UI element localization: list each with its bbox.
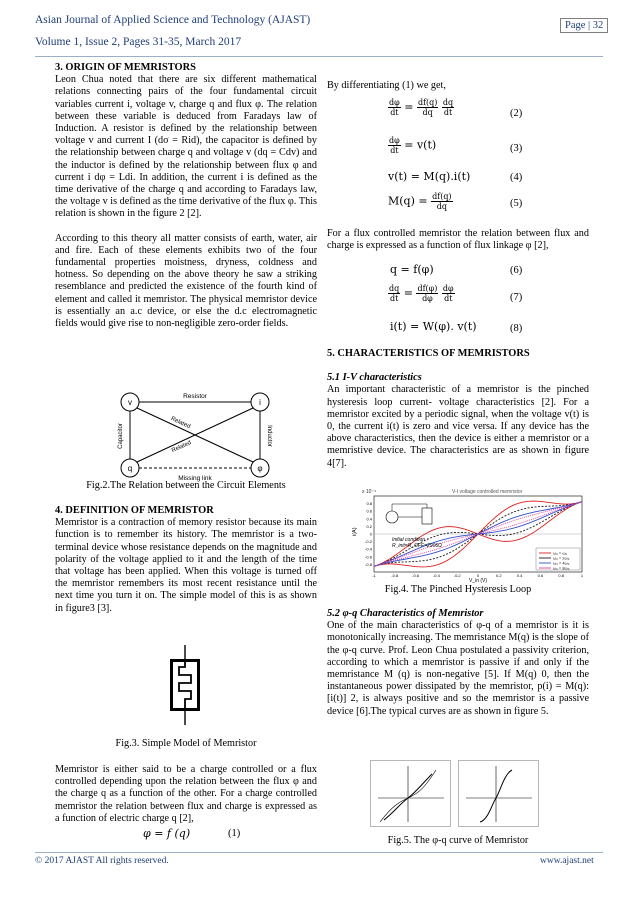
left-column	[55, 62, 317, 330]
equation-5: M(q) = $\frac{df(q)}{dq}$	[388, 192, 452, 211]
equation-3: $\frac{d\varphi}{dt}$ = v(t)	[389, 136, 437, 155]
section-3-paragraph-1: Leon Chua noted that there are six different mathematical relations connecting pairs of the four fundamental circuit variables current i, voltage v, charge q and flux φ. The relation between these variable is deduced from Faradays law of Induction. A resistor is defined by the relationship between voltage v and current I (dσ = Rid), the capacitor is defined by the relationship between charge q and voltage v (dq = Cdv) and the inductor is defined by the relationship between flux φ and current i dφ = Ldi. In addition, the current i is defined as the time derivative of the charge q and according to Faradays law, the voltage v is defined as the time derivative of the flux φ. This relation is shown in the figure 2 [2].	[55, 74, 317, 220]
legend-label: ω₀ = 4ω₀	[553, 560, 570, 566]
section-5-2	[327, 608, 589, 718]
journal-title: Asian Journal of Applied Science and Technology (AJAST)	[35, 14, 311, 26]
node-v: v	[128, 398, 132, 407]
related-label-2: Related	[170, 440, 193, 455]
y-tick-label: -0.4	[365, 546, 372, 552]
section-3-paragraph-2: According to this theory all matter consists of earth, water, air and fire. Each of these elements exhibits two of the four fundamental properties moistness, dryness, coldness and hotness. So depending on the above theory he saw a striking resemblance and predicted the existence of the fourth kind of element and called it memristor. The physical memristor device is essentially an a.c device, or else the d.c electromagnetic fields would give rise to non-negligible zero-order fields.	[55, 232, 317, 330]
right-intro: By differentiating (1) we get,	[327, 80, 446, 91]
missing-link-label: Missing link	[178, 475, 212, 482]
chart-legend	[536, 548, 580, 571]
equation-7: $\frac{dq}{dt}$ = $\frac{df(\varphi)}{d\varphi}$ $\frac{d\varphi}{dt}$	[389, 284, 454, 303]
section-5-heading: 5. CHARACTERISTICS OF MEMRISTORS	[327, 348, 530, 359]
legend-label: ω₀ = 8ω₀	[553, 565, 570, 571]
figure-2-caption: Fig.2.The Relation between the Circuit Elements	[86, 480, 286, 491]
section-5	[327, 348, 589, 470]
figure-2-diagram	[110, 388, 280, 483]
equation-1: φ = f (q)	[143, 827, 191, 840]
initial-condition-label: Initial condition :	[392, 537, 428, 543]
node-q: q	[127, 464, 133, 473]
related-label-1: Related	[169, 416, 192, 431]
x-tick-label: 0.4	[516, 573, 523, 578]
chart-x-label: V_in (V)	[468, 578, 488, 584]
figure-5-caption: Fig.5. The φ-q curve of Memristor	[387, 835, 529, 846]
page-number: Page | 32	[560, 18, 608, 33]
chart-title: V-I voltage controlled memristor	[452, 489, 523, 495]
chart-y-label: i(A)	[352, 527, 358, 536]
section-4	[55, 505, 317, 615]
figure-3-caption: Fig.3. Simple Model of Memristor	[115, 738, 257, 749]
y-tick-label: 0.6	[366, 508, 372, 514]
section-5-1-paragraph: An important characteristic of a memristor is the pinched hysteresis loop current- voltage characteristics [2]. For a memristor excited by a periodic signal, when the voltage v(t) is 0, the current i(t) is zero and vice versa. If any device has the above characteristics, then the device is either a memristor or a memristive device. The characteristics are as shown in figure 4[7].	[327, 384, 589, 469]
inductor-label: Inductor	[266, 425, 272, 447]
section-5-2-paragraph: One of the main characteristics of φ-q of a memristor is it is monotonically increasing. The memristance M(q) is the slope of the φ-q curve. Prof. Leon Chua postulated a passivity criterion, according to which a memristor is passive if and only if the memristance M (q) is non-negative [5]. If M(q) 0, then the instantaneous power dissipated by the memristor, p(i) = M(q):[i(t)] 2, is always positive and so the memristor is a passive device [6].The typical curves are as shown in figure 5.	[327, 620, 589, 717]
x-tick-label: -0.8	[391, 573, 399, 578]
legend-label: ω₀ = ω₀	[553, 550, 568, 556]
figure-5-curves	[370, 760, 540, 830]
x-tick-label: 1	[580, 573, 584, 578]
section-4-continued	[55, 764, 317, 825]
x-tick-label: 0.6	[537, 573, 544, 578]
capacitor-label: Capacitor	[118, 423, 124, 449]
x-tick-label: 0.2	[496, 573, 502, 578]
footer-site: www.ajast.net	[540, 856, 594, 866]
y-tick-label: -0.2	[365, 539, 372, 545]
equation-6: q = f(φ)	[390, 263, 434, 276]
equation-1-number: (1)	[228, 828, 241, 839]
y-tick-label: 0.2	[366, 523, 372, 529]
equation-4-number: (4)	[510, 172, 523, 183]
section-3-heading: 3. ORIGIN OF MEMRISTORS	[55, 62, 196, 73]
section-5-1-heading: 5.1 I-V characteristics	[327, 372, 422, 384]
section-4-paragraph-2: Memristor is either said to be a charge controlled or a flux controlled depending upon the relation between the flux φ and the charge q as a function of the other. For a charge controlled memristor the relation between flux and charge is expressed as a function of electric charge q [2],	[55, 764, 317, 824]
x-tick-label: 0.8	[558, 573, 564, 578]
section-4-heading: 4. DEFINITION OF MEMRISTOR	[55, 505, 214, 516]
equation-6-number: (6)	[510, 265, 523, 276]
equation-5-number: (5)	[510, 198, 523, 209]
equation-7-number: (7)	[510, 292, 523, 303]
equation-2-number: (2)	[510, 108, 523, 119]
equation-3-number: (3)	[510, 143, 523, 154]
x-tick-label: -0.6	[412, 573, 420, 578]
section-5-2-heading: 5.2 φ-q Characteristics of Memristor	[327, 608, 484, 619]
footer-copyright: © 2017 AJAST All rights reserved.	[35, 856, 169, 866]
initial-condition-value: R_init=R_OFF=2906Ω	[392, 543, 442, 549]
section-4-paragraph-1: Memristor is a contraction of memory resistor because its main function is to remember its history. The memristor is a two-terminal device whose resistance depends on the magnitude and polarity of the voltage applied to it and the length of the time that voltage has been applied. When this voltage is turned off the memristor remembers its most recent resistance until the next time you turn it on. The simple model of this is as shown in figure3 [3].	[55, 517, 317, 614]
y-tick-label: 0.4	[366, 516, 372, 522]
x-tick-label: -0.2	[453, 573, 461, 578]
y-tick-label: 0.8	[366, 501, 372, 507]
equation-2: $\frac{d\varphi}{dt}$ = $\frac{df(q)}{dq}$ $\frac{dq}{dt}$	[389, 98, 454, 117]
x-tick-label: -0.4	[432, 573, 440, 578]
y-tick-label: -0.8	[365, 561, 372, 567]
equation-8: i(t) = W(φ). v(t)	[390, 320, 477, 333]
figure-4-caption: Fig.4. The Pinched Hysteresis Loop	[384, 584, 532, 595]
flux-text: For a flux controlled memristor the relation between flux and charge is expressed as a function of flux linkage φ [2],	[327, 228, 589, 252]
resistor-label: Resistor	[183, 393, 207, 400]
volume-info: Volume 1, Issue 2, Pages 31-35, March 2017	[35, 36, 242, 48]
y-tick-label: -0.6	[365, 554, 372, 560]
node-i: i	[259, 398, 261, 407]
node-phi: φ	[257, 464, 263, 473]
x-tick-label: 0	[476, 573, 480, 578]
figure-3-memristor-symbol	[150, 645, 220, 725]
y-tick-label: 0	[369, 531, 372, 537]
equation-8-number: (8)	[510, 323, 523, 334]
inset-circuit	[386, 504, 432, 524]
chart-y-scale: x 10⁻⁴	[362, 489, 377, 495]
figure-4-chart	[352, 484, 590, 584]
legend-label: ω₀ = 2ω₀	[553, 555, 570, 561]
footer-rule	[35, 852, 603, 853]
header-rule	[35, 56, 603, 57]
x-tick-label: -1	[372, 573, 376, 578]
equation-4: v(t) = M(q).i(t)	[388, 170, 471, 183]
